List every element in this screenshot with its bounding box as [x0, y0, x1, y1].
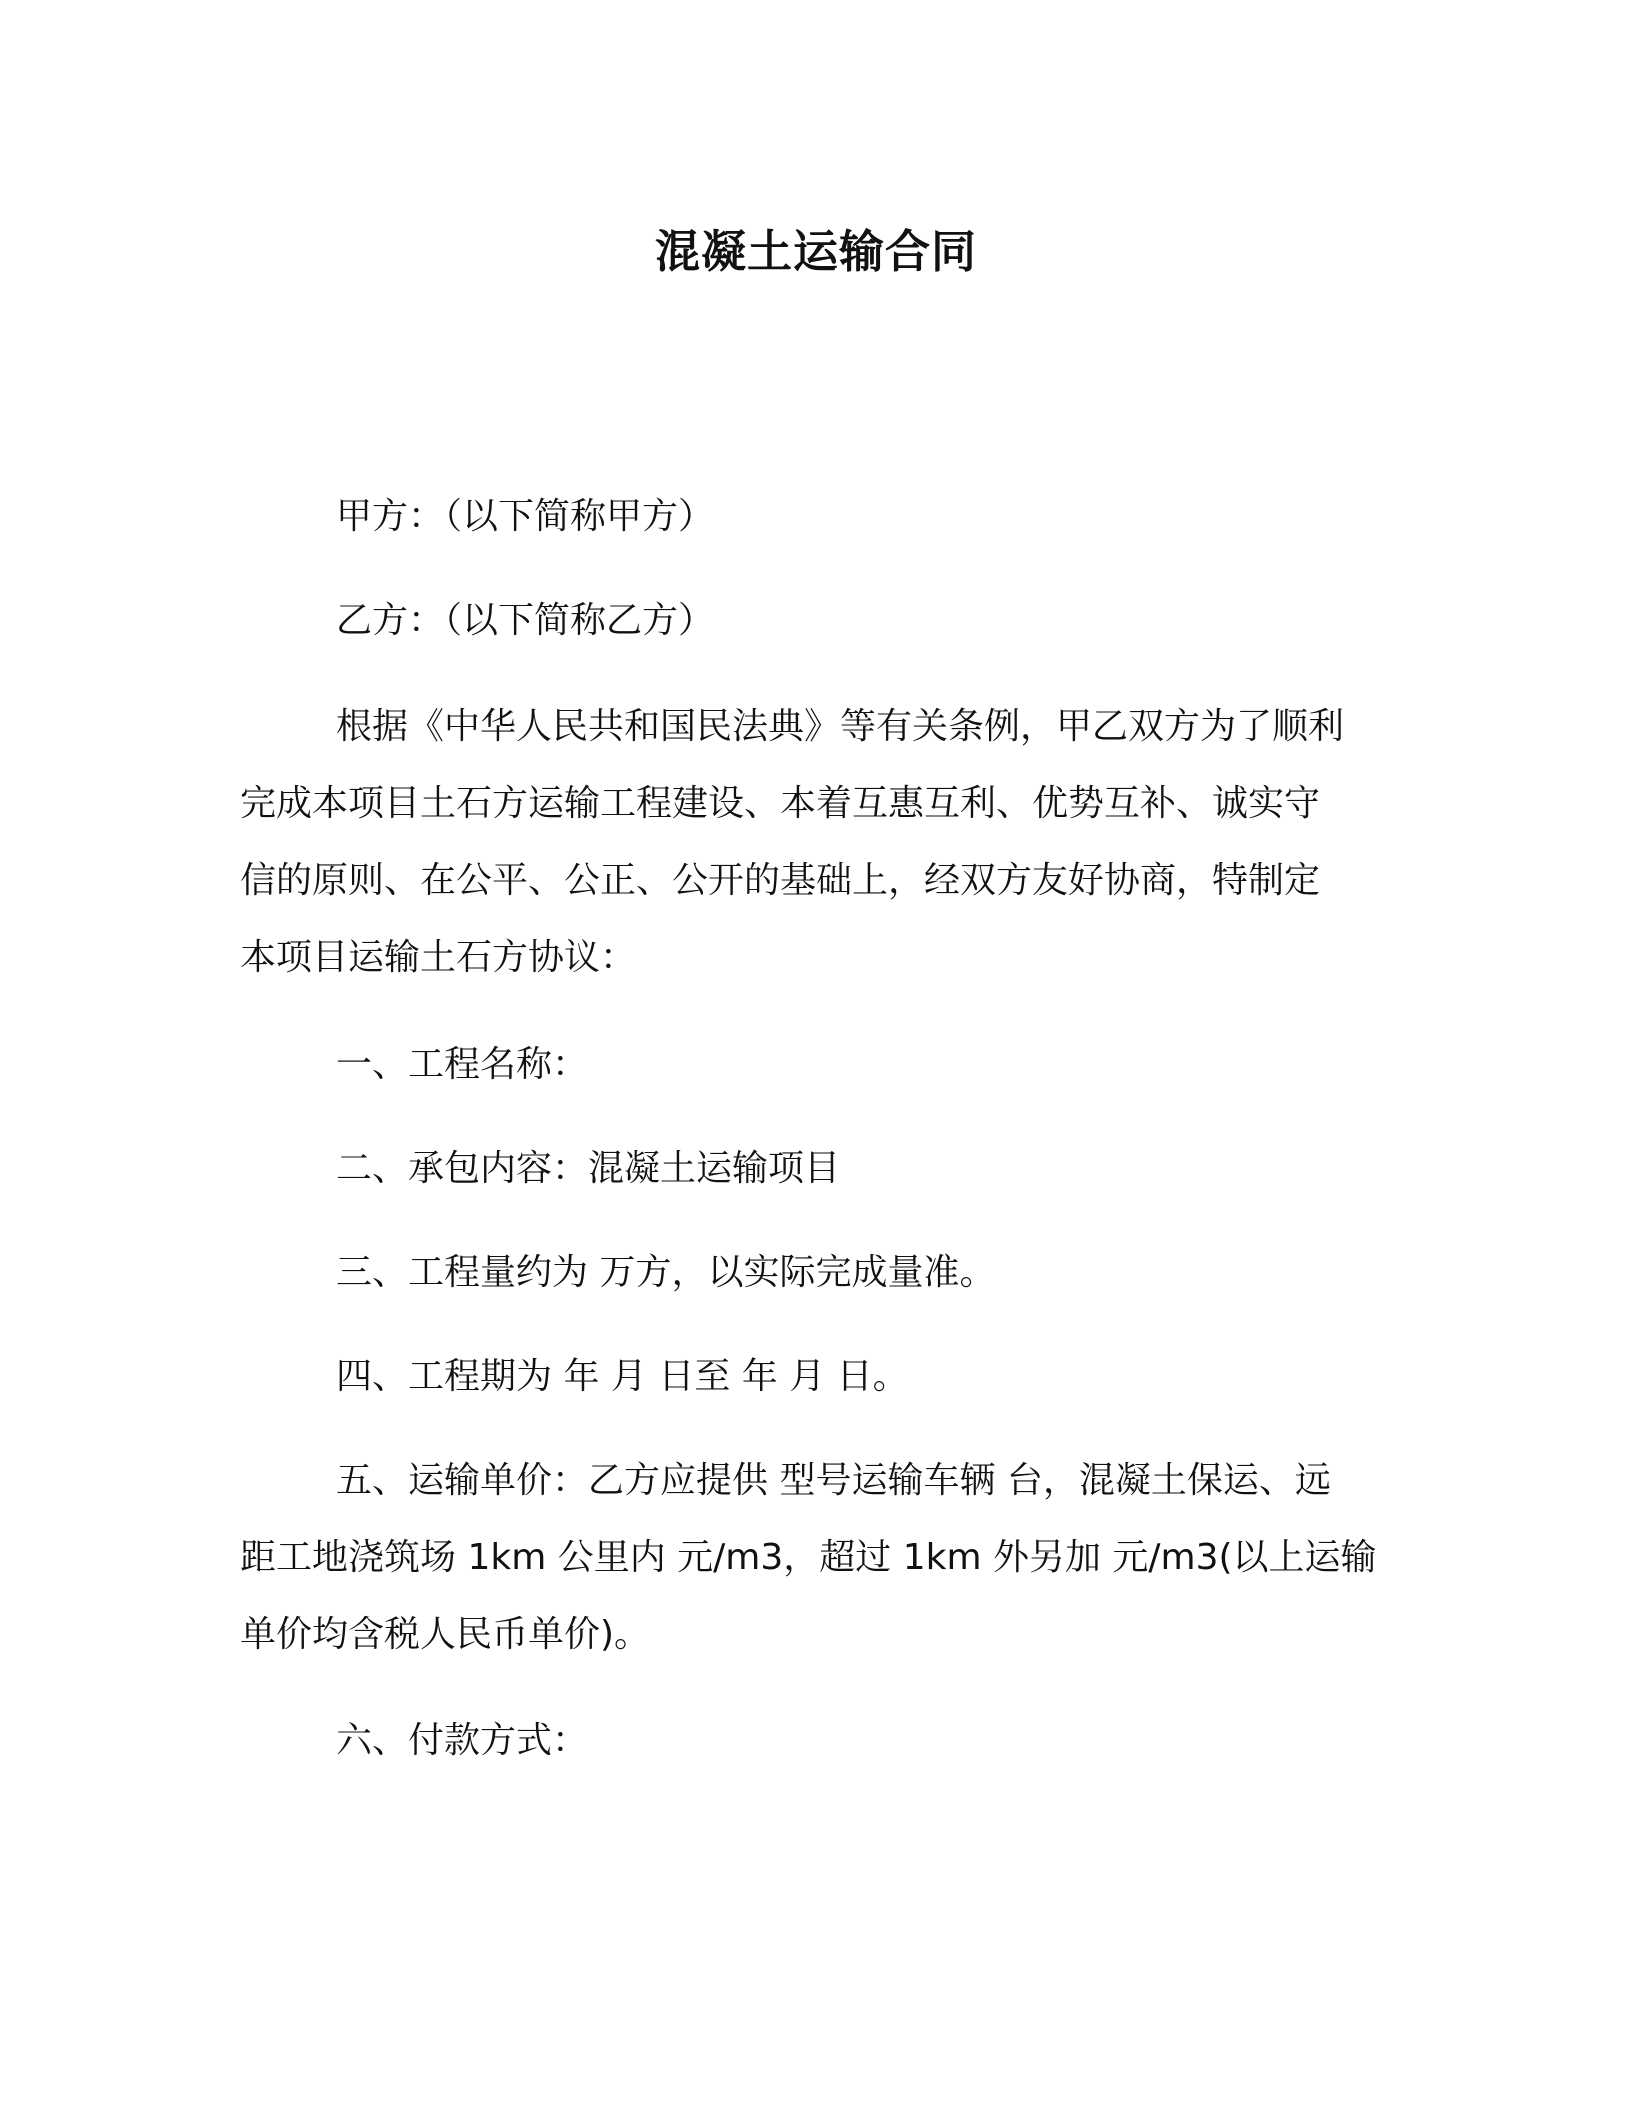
- clause-5-line-1: 五、运输单价：乙方应提供 型号运输车辆 台，混凝土保运、远: [336, 1460, 1331, 1501]
- clause-6: [240, 1702, 1390, 1779]
- clause-2: [240, 1130, 1390, 1207]
- preamble-line-1: 根据《中华人民共和国民法典》等有关条例，甲乙双方为了顺利: [336, 706, 1345, 747]
- clause-6-text: 六、付款方式：: [336, 1720, 589, 1761]
- clause-4: [240, 1338, 1390, 1415]
- party-a-line: [240, 478, 1390, 555]
- preamble-line-3: 信的原则、在公平、公正、公开的基础上，经双方友好协商，特制定: [240, 860, 1321, 901]
- clause-5: [240, 1442, 1390, 1673]
- clause-5-line-3: 单价均含税人民币单价)。: [240, 1614, 651, 1655]
- clause-1-text: 一、工程名称：: [336, 1044, 589, 1085]
- party-b-text: 乙方：（以下简称乙方）: [336, 600, 715, 641]
- preamble-line-2: 完成本项目土石方运输工程建设、本着互惠互利、优势互补、诚实守: [240, 783, 1321, 824]
- clause-4-text: 四、工程期为 年 月 日至 年 月 日。: [336, 1356, 909, 1397]
- party-b-line: [240, 582, 1390, 659]
- clause-3: [240, 1234, 1390, 1311]
- preamble-paragraph: [240, 688, 1390, 996]
- clause-3-text: 三、工程量约为 万方，以实际完成量准。: [336, 1252, 996, 1293]
- clause-2-text: 二、承包内容：混凝土运输项目: [336, 1148, 841, 1189]
- clause-1: [240, 1026, 1390, 1103]
- document-title: 混凝土运输合同: [654, 225, 977, 278]
- clause-5-line-2: 距工地浇筑场 1km 公里内 元/m3，超过 1km 外另加 元/m3(以上运输: [240, 1537, 1377, 1578]
- party-a-text: 甲方：（以下简称甲方）: [336, 496, 715, 537]
- preamble-line-4: 本项目运输土石方协议：: [240, 937, 637, 978]
